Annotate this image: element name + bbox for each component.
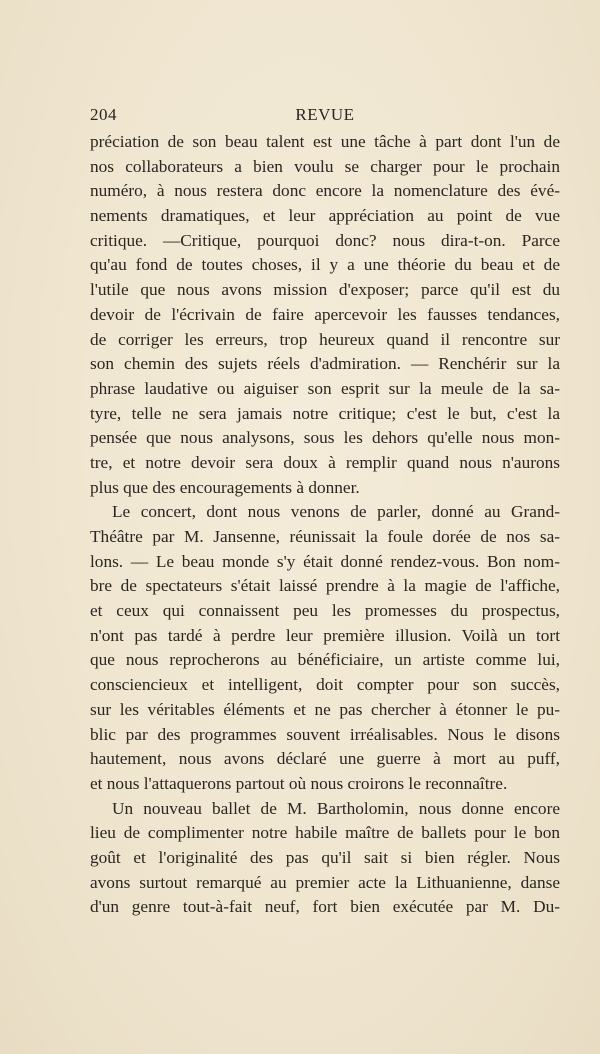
text-line: nos collaborateurs a bien voulu se charger pour le prochain [90, 156, 560, 176]
text-line: lieu de complimenter notre habile maître de ballets pour le bon [90, 823, 560, 843]
text-line: phrase laudative ou aiguiser son esprit sur la meule de la sa- [90, 378, 560, 398]
text-line: hautement, nous avons déclaré une guerre à mort au puff, [90, 749, 560, 769]
text-line: et ceux qui connaissent peu les promesses du prospectus, [90, 601, 560, 621]
text-line: bre de spectateurs s'était laissé prendre à la magie de l'affiche, [90, 576, 560, 596]
text-line: pensée que nous analysons, sous les dehors qu'elle nous mon- [90, 428, 560, 448]
text-line: goût et l'originalité des pas qu'il sait si bien régler. Nous [90, 847, 560, 867]
text-line: nements dramatiques, et leur appréciation au point de vue [90, 206, 560, 226]
text-line: consciencieux et intelligent, doit compter pour son succès, [90, 675, 560, 695]
text-line: critique. —Critique, pourquoi donc? nous dira-t-on. Parce [90, 230, 560, 250]
text-line: blic par des programmes souvent irréalisables. Nous le disons [90, 724, 560, 744]
paragraph-2 [90, 500, 560, 796]
text-line: avons surtout remarqué au premier acte la Lithuanienne, danse [90, 872, 560, 892]
running-title: REVUE [295, 105, 355, 124]
text-line: devoir de l'écrivain de faire apercevoir les fausses tendances, [90, 304, 560, 324]
text-line: son chemin des sujets réels d'admiration. — Renchérir sur la [90, 354, 560, 374]
paragraph-1 [90, 130, 560, 500]
text-line: que nous reprocherons au bénéficiaire, un artiste comme lui, [90, 650, 560, 670]
text-line: l'utile que nous avons mission d'exposer; parce qu'il est du [90, 280, 560, 300]
text-line: Le concert, dont nous venons de parler, donné au Grand- [112, 502, 560, 522]
text-line: plus que des encouragements à donner. [90, 477, 360, 497]
text-line: de corriger les erreurs, trop heureux quand il rencontre sur [90, 329, 560, 349]
text-line: numéro, à nous restera donc encore la nomenclature des évé- [90, 181, 560, 201]
text-line: lons. — Le beau monde s'y était donné rendez-vous. Bon nom- [90, 551, 560, 571]
text-line: sur les véritables éléments et ne pas chercher à étonner le pu- [90, 699, 560, 719]
text-line: qu'au fond de toutes choses, il y a une théorie du beau et de [90, 255, 560, 275]
text-line: préciation de son beau talent est une tâche à part dont l'un de [90, 132, 560, 151]
text-line: n'ont pas tardé à perdre leur première illusion. Voilà un tort [90, 625, 560, 645]
text-line: tre, et notre devoir sera doux à remplir quand nous n'aurons [90, 452, 560, 472]
page-number: 204 [90, 105, 117, 124]
paragraph-3 [90, 797, 560, 920]
text-line: d'un genre tout-à-fait neuf, fort bien exécutée par M. Du- [90, 897, 560, 917]
body-text [90, 130, 560, 920]
page-header [90, 105, 560, 127]
text-line: et nous l'attaquerons partout où nous croirons le reconnaître. [90, 773, 508, 793]
text-line: Théâtre par M. Jansenne, réunissait la foule dorée de nos sa- [90, 527, 560, 546]
text-line: tyre, telle ne sera jamais notre critique; c'est le but, c'est la [90, 403, 560, 423]
text-line: Un nouveau ballet de M. Bartholomin, nous donne encore [112, 798, 560, 818]
